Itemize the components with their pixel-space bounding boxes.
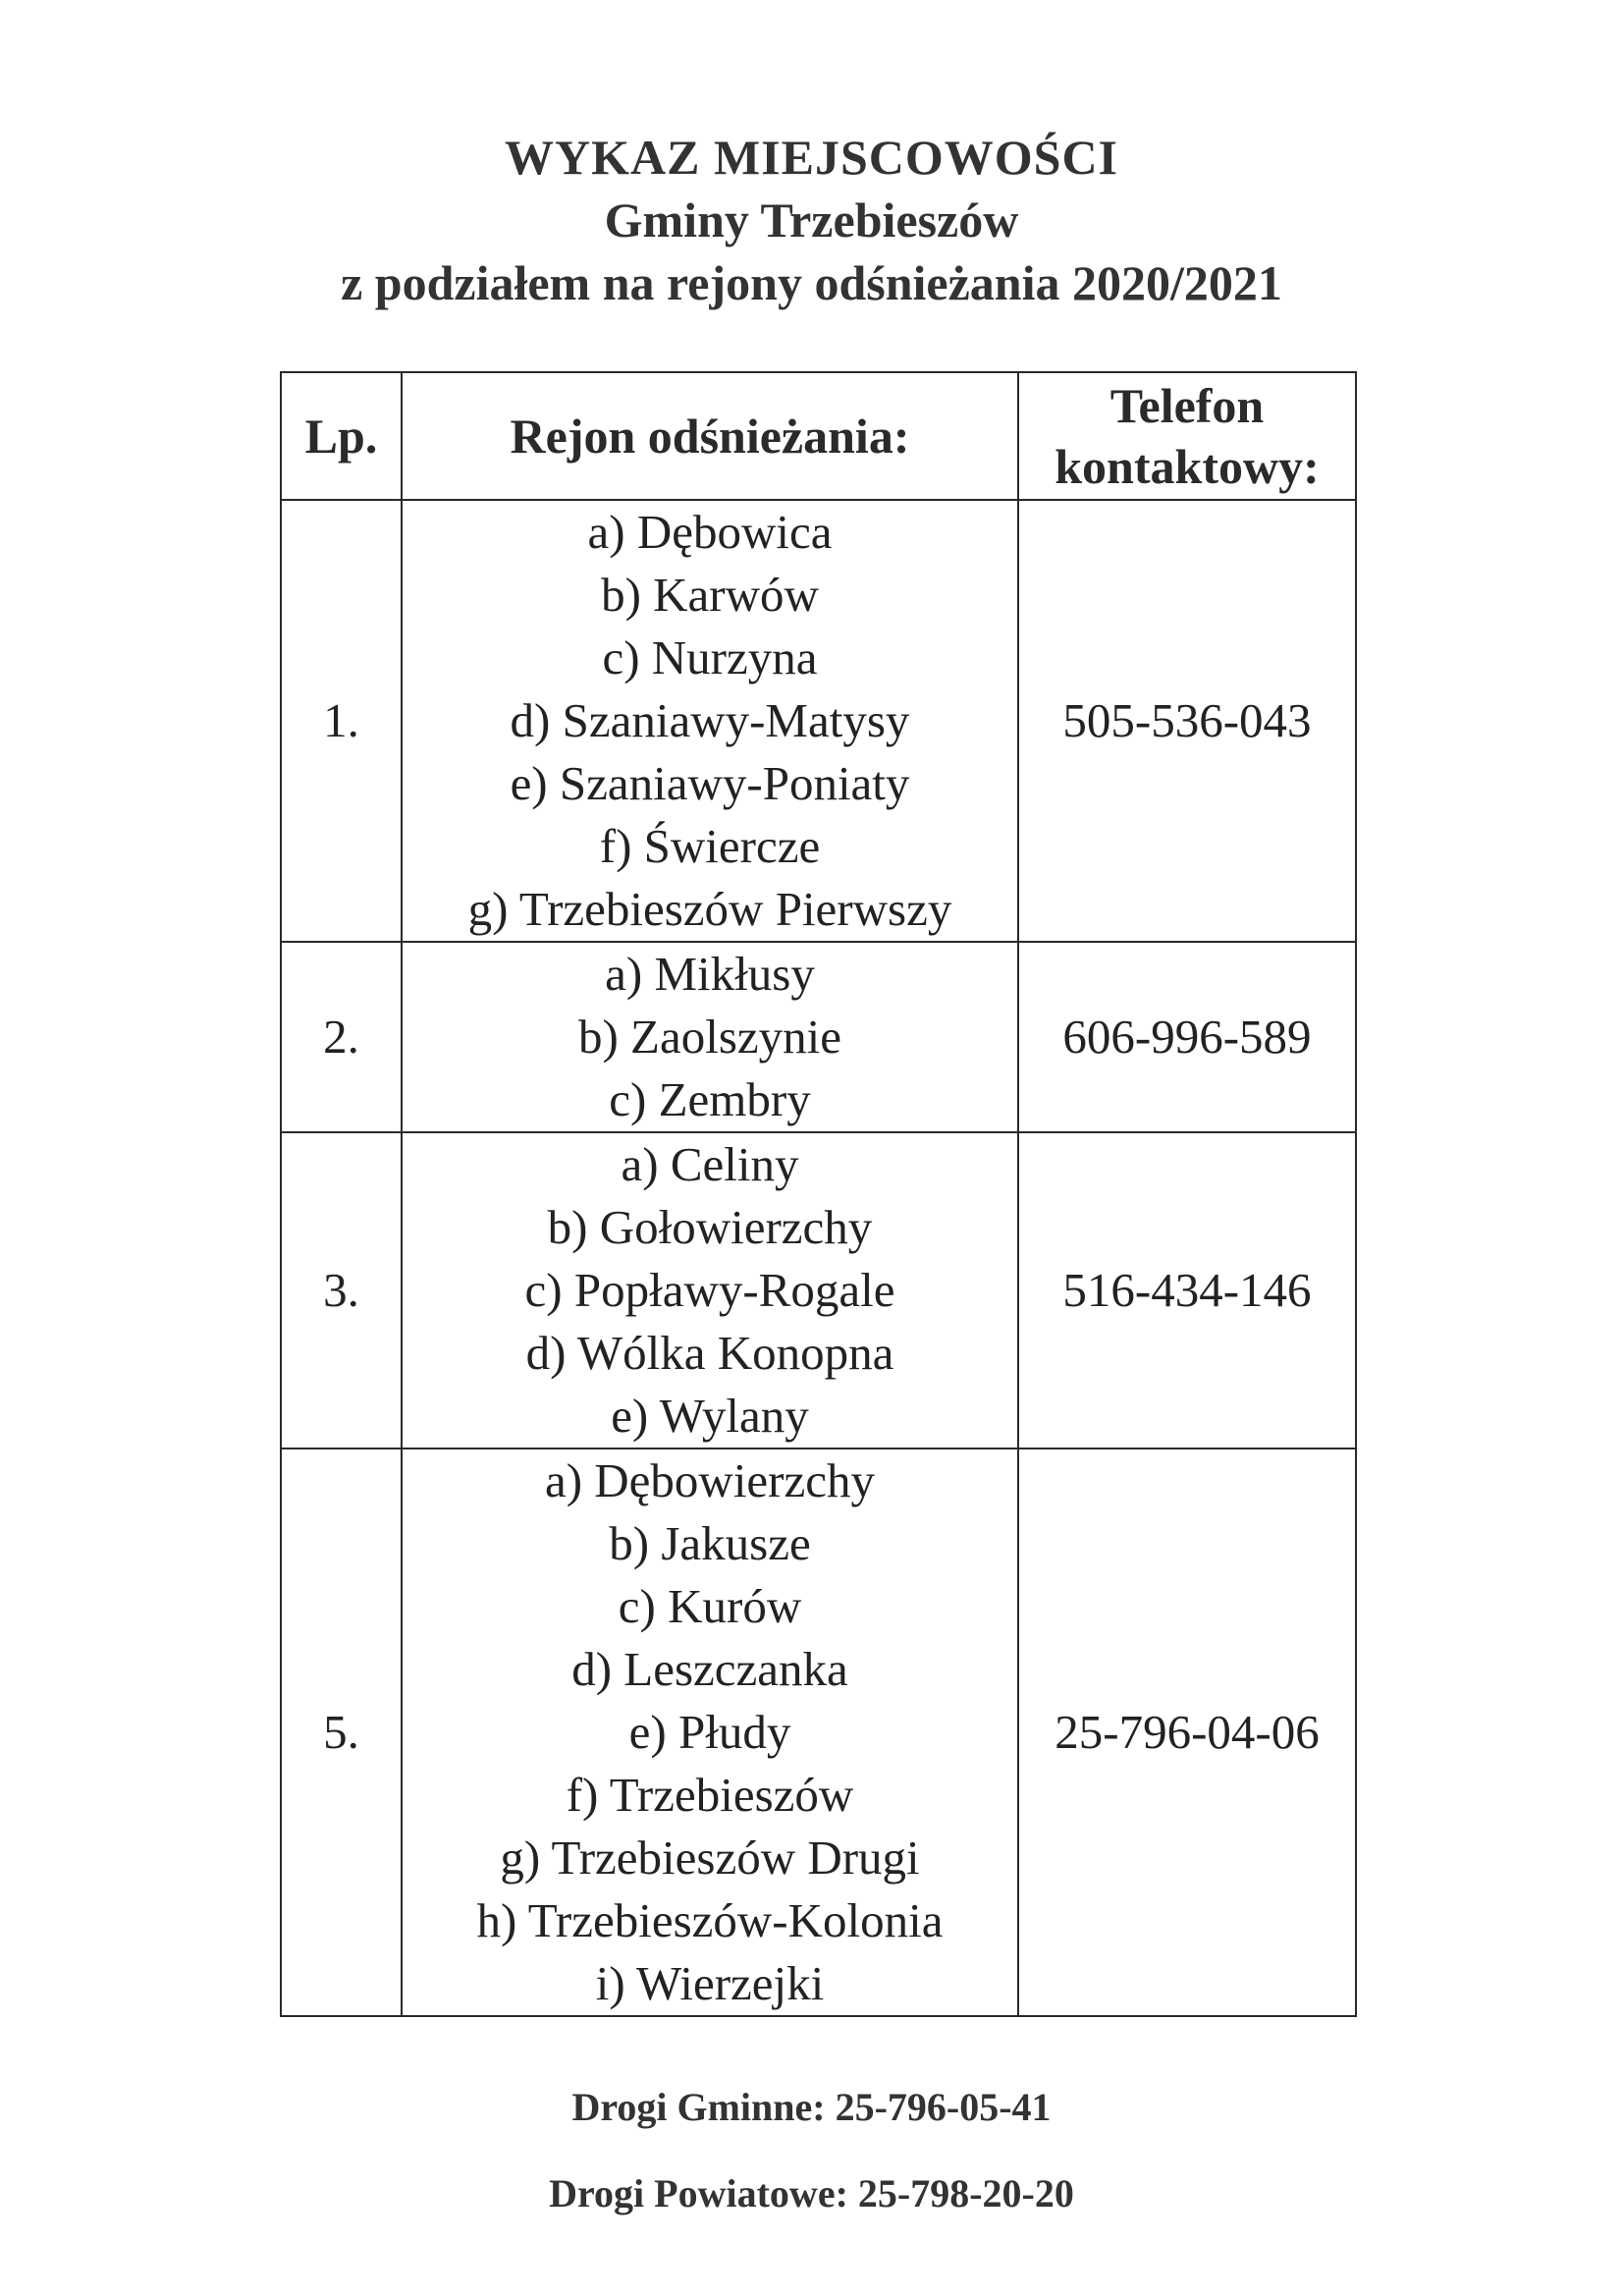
row-villages: [402, 1449, 1018, 2016]
table-row: [281, 942, 1356, 1132]
table-row: [281, 1449, 1356, 2016]
village-item: a) Mikłusy: [605, 947, 815, 1001]
village-item: b) Zaolszynie: [577, 1010, 842, 1064]
footer-powiatowe: Drogi Powiatowe: 25-798-20-20: [549, 2171, 1074, 2215]
header-phone-line-2: kontaktowy:: [1055, 439, 1320, 494]
village-list: [403, 943, 1017, 1131]
row-phone: 516-434-146: [1018, 1132, 1356, 1449]
village-item: a) Celiny: [621, 1137, 799, 1191]
header-phone-line-1: Telefon: [1109, 378, 1265, 433]
village-item: g) Trzebieszów Pierwszy: [467, 882, 952, 936]
regions-table: [280, 371, 1357, 2017]
header-region: Rejon odśnieżania:: [402, 372, 1018, 500]
village-item: d) Leszczanka: [571, 1642, 848, 1696]
village-item: c) Nurzyna: [602, 630, 818, 684]
title-line-3: z podziałem na rejony odśnieżania 2020/2021: [341, 255, 1282, 310]
village-item: e) Płudy: [628, 1705, 791, 1759]
village-item: d) Wólka Konopna: [525, 1326, 894, 1380]
title-line-2: Gminy Trzebieszów: [604, 192, 1019, 247]
village-list: [403, 1449, 1017, 2015]
village-item: b) Karwów: [601, 568, 819, 622]
village-item: h) Trzebieszów-Kolonia: [476, 1893, 944, 1947]
row-phone: 606-996-589: [1018, 942, 1356, 1132]
village-list: [403, 501, 1017, 941]
row-number: 3.: [281, 1132, 402, 1449]
header-phone: [1018, 372, 1356, 500]
table-row: [281, 500, 1356, 942]
row-phone: 505-536-043: [1018, 500, 1356, 942]
row-phone: 25-796-04-06: [1018, 1449, 1356, 2016]
row-villages: [402, 1132, 1018, 1449]
village-item: c) Kurów: [618, 1579, 802, 1633]
row-number: 5.: [281, 1449, 402, 2016]
table-header-row: [281, 372, 1356, 500]
table-row: [281, 1132, 1356, 1449]
village-item: a) Dębowierzchy: [544, 1453, 875, 1507]
village-item: e) Wylany: [611, 1389, 809, 1443]
village-item: g) Trzebieszów Drugi: [500, 1831, 920, 1885]
village-item: f) Świercze: [599, 819, 821, 873]
village-item: e) Szaniawy-Poniaty: [510, 756, 910, 810]
footer-gminne: Drogi Gminne: 25-796-05-41: [571, 2085, 1052, 2129]
row-villages: [402, 500, 1018, 942]
header-lp: Lp.: [281, 372, 402, 500]
village-item: d) Szaniawy-Matysy: [510, 693, 910, 747]
village-item: c) Popławy-Rogale: [524, 1263, 895, 1317]
row-number: 1.: [281, 500, 402, 942]
village-item: c) Zembry: [609, 1072, 811, 1126]
village-item: b) Jakusze: [609, 1516, 811, 1570]
village-item: i) Wierzejki: [595, 1956, 825, 2010]
village-list: [403, 1133, 1017, 1448]
table-body: [281, 500, 1356, 2016]
village-item: f) Trzebieszów: [566, 1768, 854, 1822]
title-line-1: WYKAZ MIEJSCOWOŚCI: [504, 130, 1119, 185]
village-item: b) Gołowierzchy: [547, 1200, 873, 1254]
row-villages: [402, 942, 1018, 1132]
document-title: [0, 126, 1623, 314]
row-number: 2.: [281, 942, 402, 1132]
village-item: a) Dębowica: [587, 505, 833, 559]
